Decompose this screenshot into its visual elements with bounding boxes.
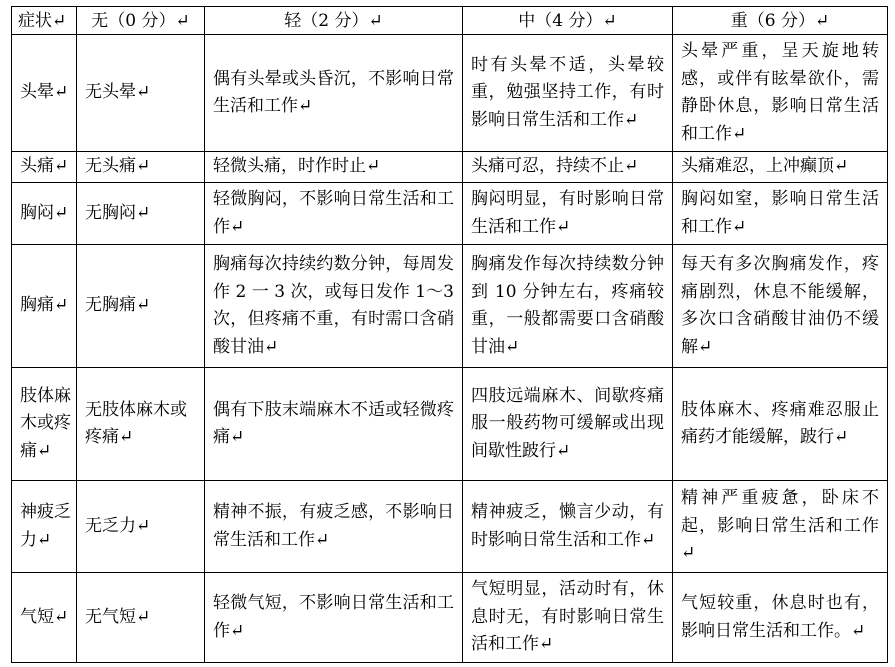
symptom-cell: 气短↵ [12,573,77,663]
table-row [12,368,888,481]
grade-none-cell: 无胸痛↵ [77,245,205,368]
header-none: 无（0 分）↵ [77,7,205,35]
grade-mild-cell: 轻微气短，不影响日常生活和工作↵ [205,573,463,663]
grade-severe-cell: 肢体麻木、疼痛难忍服止痛药才能缓解，跛行↵ [673,368,888,481]
header-severe: 重（6 分）↵ [673,7,888,35]
grade-mild-cell: 胸痛每次持续约数分钟，每周发作 2 一 3 次，或每日发作 1～3 次，但疼痛不重，有时需口含硝酸甘油↵ [205,245,463,368]
grade-severe-cell: 胸闷如窒，影响日常生活和工作↵ [673,183,888,245]
grade-mild-cell: 精神不振，有疲乏感，不影响日常生活和工作↵ [205,481,463,573]
header-mild: 轻（2 分）↵ [205,7,463,35]
grade-none-cell: 无气短↵ [77,573,205,663]
grade-none-cell: 无乏力↵ [77,481,205,573]
table-row [12,481,888,573]
header-symptom: 症状↵ [12,7,77,35]
grade-mild-cell: 偶有头晕或头昏沉，不影响日常生活和工作↵ [205,35,463,152]
symptom-cell: 胸痛↵ [12,245,77,368]
table-row [12,183,888,245]
grade-moderate-cell: 精神疲乏，懒言少动，有时影响日常生活和工作↵ [463,481,673,573]
table-row [12,245,888,368]
symptom-cell: 头痛↵ [12,152,77,183]
grade-severe-cell: 头痛难忍，上冲癫顶↵ [673,152,888,183]
table-row [12,573,888,663]
grade-moderate-cell: 胸闷明显，有时影响日常生活和工作↵ [463,183,673,245]
grade-moderate-cell: 四肢远端麻木、间歇疼痛服一般药物可缓解或出现间歇性跛行↵ [463,368,673,481]
grade-severe-cell: 精神严重疲惫，卧床不起，影响日常生活和工作↵ [673,481,888,573]
symptom-cell: 头晕↵ [12,35,77,152]
table-row [12,35,888,152]
grade-mild-cell: 偶有下肢末端麻木不适或轻微疼痛↵ [205,368,463,481]
grade-severe-cell: 每天有多次胸痛发作，疼痛剧烈，休息不能缓解，多次口含硝酸甘油仍不缓解↵ [673,245,888,368]
grade-severe-cell: 头晕严重，呈天旋地转感，或伴有眩晕欲仆，需静卧休息，影响日常生活和工作↵ [673,35,888,152]
grade-none-cell: 无肢体麻木或疼痛↵ [77,368,205,481]
table-row [12,152,888,183]
symptom-cell: 肢体麻木或疼痛↵ [12,368,77,481]
grade-mild-cell: 轻微胸闷，不影响日常生活和工作↵ [205,183,463,245]
symptom-cell: 胸闷↵ [12,183,77,245]
grade-moderate-cell: 胸痛发作每次持续数分钟到 10 分钟左右，疼痛较重，一般都需要口含硝酸甘油↵ [463,245,673,368]
grade-severe-cell: 气短较重，休息时也有，影响日常生活和工作。↵ [673,573,888,663]
symptom-cell: 神疲乏力↵ [12,481,77,573]
symptom-grading-table [11,6,888,663]
grade-none-cell: 无胸闷↵ [77,183,205,245]
grade-none-cell: 无头痛↵ [77,152,205,183]
grade-none-cell: 无头晕↵ [77,35,205,152]
grade-moderate-cell: 气短明显，活动时有，休息时无，有时影响日常生活和工作↵ [463,573,673,663]
grade-moderate-cell: 时有头晕不适，头晕较重，勉强坚持工作，有时影响日常生活和工作↵ [463,35,673,152]
grade-mild-cell: 轻微头痛，时作时止↵ [205,152,463,183]
header-row [12,7,888,35]
grade-moderate-cell: 头痛可忍，持续不止↵ [463,152,673,183]
header-moderate: 中（4 分）↵ [463,7,673,35]
